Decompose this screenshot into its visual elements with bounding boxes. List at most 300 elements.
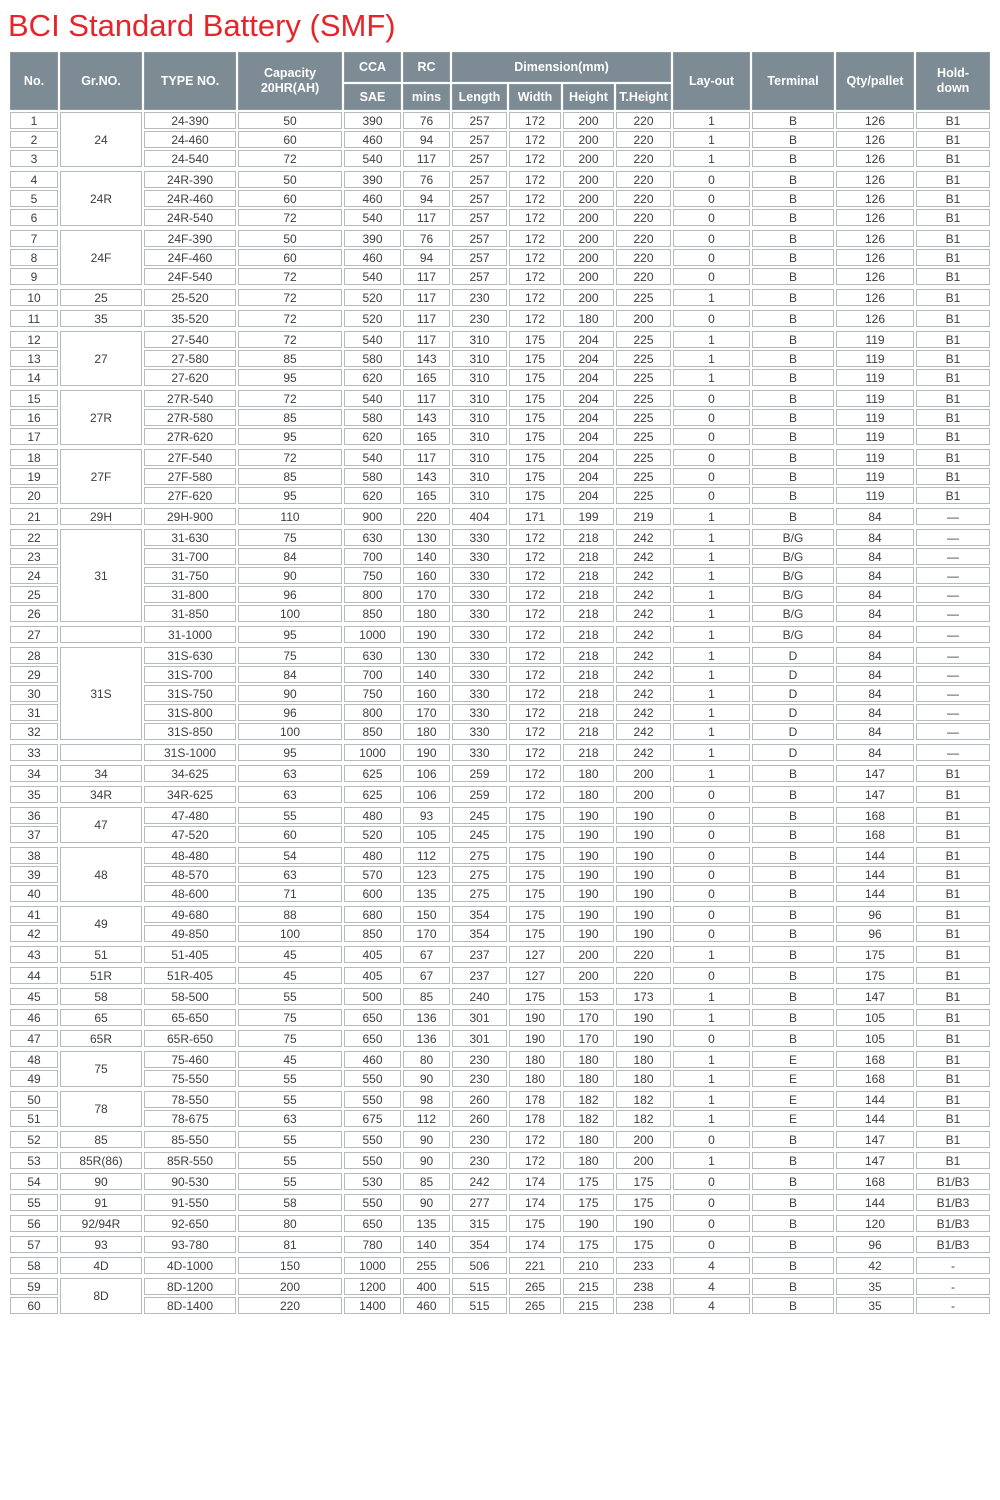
cell-length: 230 <box>452 289 507 306</box>
table-row <box>10 1297 990 1314</box>
cell-length: 330 <box>452 744 507 761</box>
header-capacity-line2: 20HR(AH) <box>260 81 320 96</box>
cell-type-no: 25-520 <box>144 289 236 306</box>
cell-no: 31 <box>10 704 58 721</box>
cell-length: 330 <box>452 586 507 603</box>
cell-height: 204 <box>563 350 614 367</box>
cell-t-height: 182 <box>616 1091 671 1108</box>
cell-height: 180 <box>563 765 614 782</box>
table-row <box>10 723 990 740</box>
cell-qty-pallet: 126 <box>836 190 914 207</box>
cell-type-no: 31S-850 <box>144 723 236 740</box>
cell-length: 245 <box>452 826 507 843</box>
cell-cca-sae: 405 <box>344 946 401 963</box>
table-row <box>10 826 990 843</box>
cell-height: 204 <box>563 331 614 348</box>
table-row <box>10 548 990 565</box>
cell-rc-mins: 112 <box>403 1110 450 1127</box>
cell-gr-no: 4D <box>60 1257 142 1274</box>
cell-hold-down: B1/B3 <box>916 1236 990 1253</box>
cell-layout: 0 <box>673 1030 750 1047</box>
cell-length: 257 <box>452 131 507 148</box>
cell-qty-pallet: 42 <box>836 1257 914 1274</box>
cell-no: 37 <box>10 826 58 843</box>
cell-t-height: 220 <box>616 112 671 129</box>
header-mins: mins <box>403 84 450 110</box>
cell-qty-pallet: 147 <box>836 786 914 803</box>
cell-type-no: 24-540 <box>144 150 236 167</box>
cell-type-no: 27F-540 <box>144 449 236 466</box>
cell-cca-sae: 650 <box>344 1030 401 1047</box>
cell-t-height: 220 <box>616 190 671 207</box>
cell-no: 6 <box>10 209 58 226</box>
cell-width: 175 <box>509 988 561 1005</box>
cell-rc-mins: 85 <box>403 1173 450 1190</box>
cell-t-height: 242 <box>616 723 671 740</box>
cell-type-no: 31-850 <box>144 605 236 622</box>
cell-rc-mins: 90 <box>403 1070 450 1087</box>
cell-gr-no: 49 <box>60 906 142 942</box>
cell-type-no: 51R-405 <box>144 967 236 984</box>
cell-hold-down: B1 <box>916 230 990 247</box>
cell-capacity: 45 <box>238 967 342 984</box>
cell-no: 19 <box>10 468 58 485</box>
cell-t-height: 225 <box>616 428 671 445</box>
cell-hold-down: B1 <box>916 967 990 984</box>
cell-height: 190 <box>563 925 614 942</box>
cell-t-height: 190 <box>616 807 671 824</box>
header-capacity <box>238 52 342 110</box>
cell-t-height: 220 <box>616 268 671 285</box>
cell-t-height: 242 <box>616 647 671 664</box>
cell-cca-sae: 650 <box>344 1009 401 1026</box>
cell-cca-sae: 500 <box>344 988 401 1005</box>
table-row <box>10 626 990 643</box>
table-row <box>10 230 990 247</box>
cell-hold-down: B1 <box>916 885 990 902</box>
cell-qty-pallet: 84 <box>836 626 914 643</box>
cell-cca-sae: 1000 <box>344 1257 401 1274</box>
cell-height: 170 <box>563 1030 614 1047</box>
cell-length: 257 <box>452 209 507 226</box>
cell-width: 175 <box>509 409 561 426</box>
cell-terminal: B/G <box>752 605 834 622</box>
cell-type-no: 35-520 <box>144 310 236 327</box>
cell-terminal: D <box>752 723 834 740</box>
cell-type-no: 48-600 <box>144 885 236 902</box>
cell-hold-down: B1 <box>916 1091 990 1108</box>
cell-length: 257 <box>452 249 507 266</box>
cell-t-height: 190 <box>616 925 671 942</box>
cell-hold-down: B1 <box>916 1051 990 1068</box>
cell-height: 153 <box>563 988 614 1005</box>
cell-rc-mins: 135 <box>403 885 450 902</box>
cell-height: 204 <box>563 449 614 466</box>
cell-width: 265 <box>509 1297 561 1314</box>
cell-no: 26 <box>10 605 58 622</box>
cell-hold-down: B1/B3 <box>916 1194 990 1211</box>
cell-qty-pallet: 126 <box>836 289 914 306</box>
cell-length: 330 <box>452 529 507 546</box>
cell-no: 42 <box>10 925 58 942</box>
header-holddown-line2: down <box>936 81 970 96</box>
cell-rc-mins: 98 <box>403 1091 450 1108</box>
cell-t-height: 242 <box>616 666 671 683</box>
cell-hold-down: — <box>916 647 990 664</box>
cell-terminal: B <box>752 826 834 843</box>
cell-t-height: 175 <box>616 1236 671 1253</box>
cell-height: 170 <box>563 1009 614 1026</box>
cell-cca-sae: 580 <box>344 350 401 367</box>
cell-terminal: B <box>752 369 834 386</box>
cell-length: 354 <box>452 906 507 923</box>
cell-layout: 1 <box>673 1091 750 1108</box>
cell-gr-no: 93 <box>60 1236 142 1253</box>
cell-width: 175 <box>509 369 561 386</box>
cell-t-height: 242 <box>616 548 671 565</box>
cell-no: 9 <box>10 268 58 285</box>
cell-layout: 1 <box>673 765 750 782</box>
cell-rc-mins: 170 <box>403 586 450 603</box>
cell-cca-sae: 530 <box>344 1173 401 1190</box>
cell-layout: 0 <box>673 230 750 247</box>
cell-capacity: 95 <box>238 428 342 445</box>
cell-length: 310 <box>452 487 507 504</box>
cell-type-no: 24F-540 <box>144 268 236 285</box>
battery-spec-table <box>8 50 992 1316</box>
cell-hold-down: B1 <box>916 1110 990 1127</box>
cell-rc-mins: 93 <box>403 807 450 824</box>
table-row <box>10 1009 990 1026</box>
cell-width: 172 <box>509 744 561 761</box>
cell-capacity: 63 <box>238 765 342 782</box>
cell-hold-down: B1 <box>916 409 990 426</box>
cell-cca-sae: 1000 <box>344 626 401 643</box>
cell-qty-pallet: 168 <box>836 807 914 824</box>
cell-hold-down: B1 <box>916 847 990 864</box>
cell-hold-down: B1 <box>916 150 990 167</box>
cell-terminal: B <box>752 1278 834 1295</box>
cell-height: 180 <box>563 1131 614 1148</box>
cell-width: 172 <box>509 529 561 546</box>
cell-length: 259 <box>452 786 507 803</box>
cell-no: 38 <box>10 847 58 864</box>
cell-capacity: 84 <box>238 666 342 683</box>
cell-t-height: 242 <box>616 685 671 702</box>
cell-qty-pallet: 126 <box>836 171 914 188</box>
cell-gr-no: 85 <box>60 1131 142 1148</box>
cell-qty-pallet: 144 <box>836 847 914 864</box>
cell-hold-down: B1 <box>916 428 990 445</box>
cell-terminal: B <box>752 1215 834 1232</box>
cell-height: 204 <box>563 390 614 407</box>
cell-layout: 0 <box>673 1194 750 1211</box>
cell-length: 330 <box>452 626 507 643</box>
cell-width: 172 <box>509 548 561 565</box>
cell-capacity: 60 <box>238 131 342 148</box>
cell-width: 172 <box>509 112 561 129</box>
cell-cca-sae: 1200 <box>344 1278 401 1295</box>
cell-qty-pallet: 126 <box>836 209 914 226</box>
cell-cca-sae: 550 <box>344 1194 401 1211</box>
cell-hold-down: B1 <box>916 866 990 883</box>
cell-layout: 0 <box>673 885 750 902</box>
cell-terminal: B <box>752 331 834 348</box>
cell-rc-mins: 140 <box>403 666 450 683</box>
header-dimension: Dimension(mm) <box>452 52 671 82</box>
cell-hold-down: B1 <box>916 906 990 923</box>
cell-qty-pallet: 35 <box>836 1278 914 1295</box>
cell-t-height: 238 <box>616 1297 671 1314</box>
cell-type-no: 31-630 <box>144 529 236 546</box>
cell-qty-pallet: 126 <box>836 249 914 266</box>
cell-t-height: 175 <box>616 1194 671 1211</box>
cell-layout: 1 <box>673 112 750 129</box>
table-row <box>10 449 990 466</box>
cell-capacity: 95 <box>238 369 342 386</box>
cell-layout: 0 <box>673 1215 750 1232</box>
cell-length: 506 <box>452 1257 507 1274</box>
cell-length: 310 <box>452 449 507 466</box>
cell-gr-no: 8D <box>60 1278 142 1314</box>
cell-hold-down: B1 <box>916 807 990 824</box>
cell-height: 200 <box>563 967 614 984</box>
table-row <box>10 409 990 426</box>
cell-rc-mins: 165 <box>403 428 450 445</box>
cell-rc-mins: 85 <box>403 988 450 1005</box>
cell-t-height: 190 <box>616 1215 671 1232</box>
cell-capacity: 72 <box>238 268 342 285</box>
cell-type-no: 49-680 <box>144 906 236 923</box>
cell-layout: 0 <box>673 925 750 942</box>
cell-rc-mins: 220 <box>403 508 450 525</box>
cell-t-height: 242 <box>616 567 671 584</box>
cell-layout: 1 <box>673 605 750 622</box>
cell-qty-pallet: 126 <box>836 230 914 247</box>
cell-width: 175 <box>509 468 561 485</box>
table-row <box>10 885 990 902</box>
cell-qty-pallet: 119 <box>836 487 914 504</box>
cell-width: 174 <box>509 1236 561 1253</box>
cell-cca-sae: 550 <box>344 1152 401 1169</box>
cell-cca-sae: 540 <box>344 331 401 348</box>
cell-gr-no: 51R <box>60 967 142 984</box>
cell-gr-no: 35 <box>60 310 142 327</box>
cell-qty-pallet: 168 <box>836 1070 914 1087</box>
cell-terminal: B <box>752 765 834 782</box>
cell-cca-sae: 520 <box>344 826 401 843</box>
cell-rc-mins: 255 <box>403 1257 450 1274</box>
cell-rc-mins: 94 <box>403 131 450 148</box>
cell-t-height: 173 <box>616 988 671 1005</box>
cell-hold-down: B1 <box>916 369 990 386</box>
table-row <box>10 190 990 207</box>
cell-cca-sae: 540 <box>344 268 401 285</box>
cell-width: 190 <box>509 1009 561 1026</box>
cell-layout: 1 <box>673 289 750 306</box>
table-row <box>10 1194 990 1211</box>
cell-type-no: 85-550 <box>144 1131 236 1148</box>
cell-layout: 1 <box>673 350 750 367</box>
cell-length: 257 <box>452 171 507 188</box>
cell-terminal: B <box>752 289 834 306</box>
cell-capacity: 100 <box>238 723 342 740</box>
table-row <box>10 704 990 721</box>
cell-t-height: 220 <box>616 946 671 963</box>
table-row <box>10 786 990 803</box>
cell-width: 172 <box>509 1152 561 1169</box>
cell-qty-pallet: 84 <box>836 508 914 525</box>
cell-no: 35 <box>10 786 58 803</box>
cell-no: 59 <box>10 1278 58 1295</box>
cell-type-no: 48-570 <box>144 866 236 883</box>
cell-qty-pallet: 144 <box>836 866 914 883</box>
cell-height: 190 <box>563 885 614 902</box>
cell-cca-sae: 780 <box>344 1236 401 1253</box>
cell-terminal: B <box>752 1297 834 1314</box>
table-row <box>10 647 990 664</box>
cell-height: 190 <box>563 1215 614 1232</box>
cell-qty-pallet: 84 <box>836 723 914 740</box>
cell-capacity: 55 <box>238 1173 342 1190</box>
cell-capacity: 84 <box>238 548 342 565</box>
header-gr-no: Gr.NO. <box>60 52 142 110</box>
cell-length: 230 <box>452 1131 507 1148</box>
cell-terminal: B <box>752 866 834 883</box>
cell-terminal: B <box>752 131 834 148</box>
table-row <box>10 508 990 525</box>
cell-capacity: 55 <box>238 1131 342 1148</box>
cell-height: 218 <box>563 723 614 740</box>
cell-hold-down: B1 <box>916 1070 990 1087</box>
cell-terminal: B/G <box>752 586 834 603</box>
cell-type-no: 24-390 <box>144 112 236 129</box>
table-row <box>10 1131 990 1148</box>
cell-height: 204 <box>563 428 614 445</box>
cell-length: 310 <box>452 409 507 426</box>
table-row <box>10 1070 990 1087</box>
cell-rc-mins: 140 <box>403 548 450 565</box>
cell-gr-no: 90 <box>60 1173 142 1190</box>
cell-type-no: 49-850 <box>144 925 236 942</box>
cell-height: 182 <box>563 1091 614 1108</box>
cell-qty-pallet: 144 <box>836 885 914 902</box>
cell-qty-pallet: 126 <box>836 131 914 148</box>
cell-terminal: B <box>752 390 834 407</box>
cell-no: 51 <box>10 1110 58 1127</box>
cell-height: 182 <box>563 1110 614 1127</box>
table-row <box>10 605 990 622</box>
cell-cca-sae: 580 <box>344 468 401 485</box>
cell-rc-mins: 190 <box>403 626 450 643</box>
cell-no: 17 <box>10 428 58 445</box>
cell-length: 275 <box>452 885 507 902</box>
cell-gr-no: 31S <box>60 647 142 740</box>
cell-cca-sae: 850 <box>344 605 401 622</box>
cell-capacity: 81 <box>238 1236 342 1253</box>
cell-rc-mins: 180 <box>403 723 450 740</box>
cell-length: 330 <box>452 704 507 721</box>
cell-t-height: 200 <box>616 1131 671 1148</box>
cell-capacity: 100 <box>238 925 342 942</box>
cell-terminal: B <box>752 171 834 188</box>
cell-no: 55 <box>10 1194 58 1211</box>
cell-capacity: 55 <box>238 1091 342 1108</box>
cell-qty-pallet: 147 <box>836 765 914 782</box>
cell-layout: 1 <box>673 548 750 565</box>
cell-hold-down: — <box>916 567 990 584</box>
cell-height: 200 <box>563 171 614 188</box>
cell-hold-down: — <box>916 685 990 702</box>
cell-height: 190 <box>563 826 614 843</box>
cell-height: 200 <box>563 190 614 207</box>
cell-gr-no: 31 <box>60 529 142 622</box>
cell-layout: 0 <box>673 171 750 188</box>
cell-no: 21 <box>10 508 58 525</box>
cell-height: 218 <box>563 744 614 761</box>
cell-type-no: 24F-460 <box>144 249 236 266</box>
header-cca: CCA <box>344 52 401 82</box>
cell-length: 354 <box>452 1236 507 1253</box>
table-row <box>10 131 990 148</box>
cell-no: 1 <box>10 112 58 129</box>
cell-no: 12 <box>10 331 58 348</box>
cell-no: 54 <box>10 1173 58 1190</box>
cell-width: 172 <box>509 268 561 285</box>
cell-terminal: D <box>752 744 834 761</box>
cell-type-no: 78-550 <box>144 1091 236 1108</box>
cell-rc-mins: 160 <box>403 685 450 702</box>
cell-qty-pallet: 119 <box>836 350 914 367</box>
cell-width: 221 <box>509 1257 561 1274</box>
cell-terminal: B <box>752 209 834 226</box>
cell-capacity: 50 <box>238 230 342 247</box>
cell-cca-sae: 620 <box>344 428 401 445</box>
cell-rc-mins: 135 <box>403 1215 450 1232</box>
cell-no: 56 <box>10 1215 58 1232</box>
cell-rc-mins: 160 <box>403 567 450 584</box>
cell-no: 39 <box>10 866 58 883</box>
cell-capacity: 95 <box>238 487 342 504</box>
cell-terminal: B <box>752 310 834 327</box>
cell-t-height: 220 <box>616 131 671 148</box>
cell-terminal: B <box>752 988 834 1005</box>
cell-t-height: 242 <box>616 744 671 761</box>
cell-no: 36 <box>10 807 58 824</box>
cell-gr-no: 51 <box>60 946 142 963</box>
cell-layout: 0 <box>673 310 750 327</box>
cell-capacity: 75 <box>238 647 342 664</box>
cell-hold-down: B1 <box>916 331 990 348</box>
cell-t-height: 190 <box>616 847 671 864</box>
cell-length: 257 <box>452 268 507 285</box>
cell-width: 175 <box>509 925 561 942</box>
cell-type-no: 31-800 <box>144 586 236 603</box>
cell-no: 58 <box>10 1257 58 1274</box>
cell-terminal: B <box>752 946 834 963</box>
cell-capacity: 95 <box>238 626 342 643</box>
cell-width: 175 <box>509 428 561 445</box>
cell-type-no: 75-460 <box>144 1051 236 1068</box>
cell-hold-down: B1 <box>916 1009 990 1026</box>
table-row <box>10 310 990 327</box>
cell-cca-sae: 630 <box>344 529 401 546</box>
cell-layout: 0 <box>673 1236 750 1253</box>
cell-layout: 1 <box>673 567 750 584</box>
cell-layout: 1 <box>673 744 750 761</box>
cell-capacity: 60 <box>238 190 342 207</box>
table-row <box>10 468 990 485</box>
